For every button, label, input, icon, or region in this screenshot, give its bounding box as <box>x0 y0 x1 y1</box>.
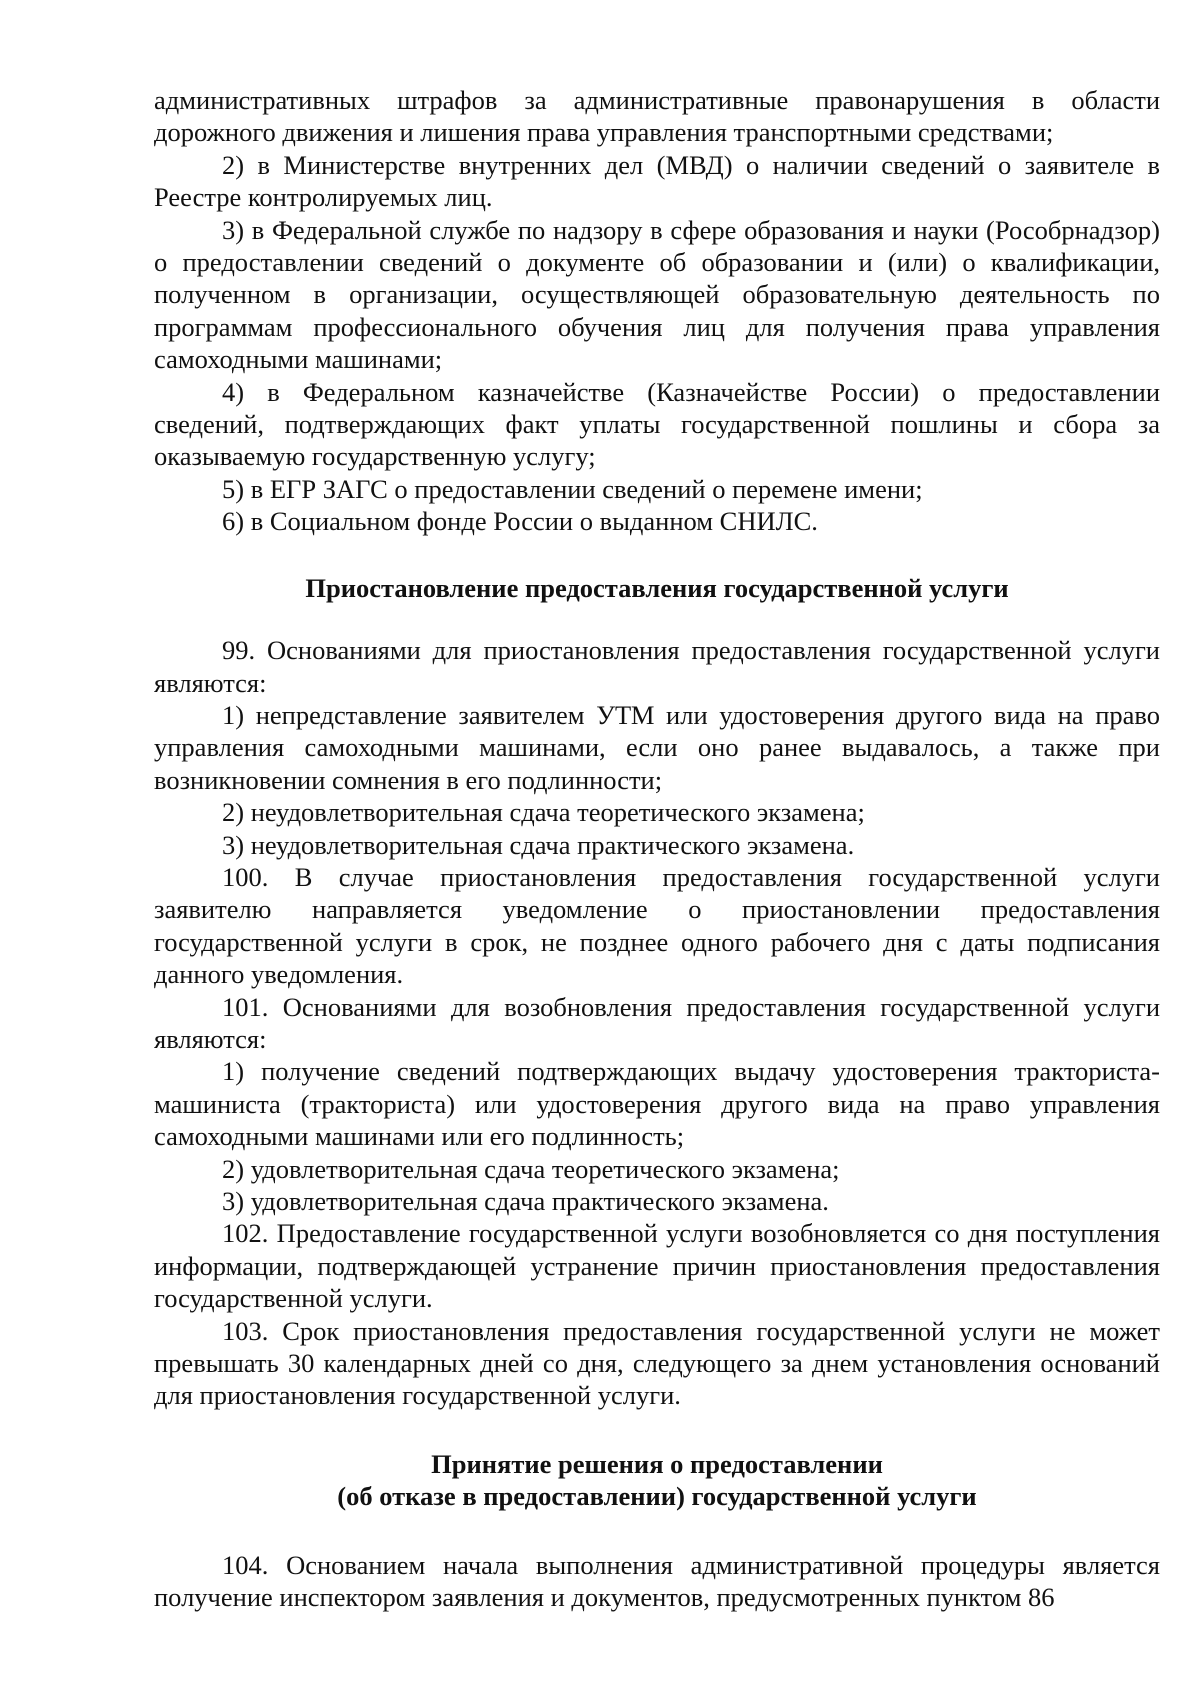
paragraph-103: 103. Срок приостановления предоставления государственной услуги не может превышать 30 календарных дней со дня, следующего за днем установления оснований для приостановления государственной услуги. <box>154 1315 1160 1411</box>
paragraph-102: 102. Предоставление государственной услуги возобновляется со дня поступления информации, подтверждающей устранение причин приостановления предоставления государственной услуги. <box>154 1218 1160 1314</box>
section-heading-decision-line-2: (об отказе в предоставлении) государственной услуги <box>337 1481 977 1512</box>
paragraph-101-item-1: 1) получение сведений подтверждающих выдачу удостоверения тракториста-машиниста (тракториста) или удостоверения другого вида на право управления самоходными машинами или его подлинность; <box>154 1056 1160 1152</box>
section-heading-decision-line-1: Принятие решения о предоставлении <box>431 1448 883 1479</box>
list-item-zags: 5) в ЕГР ЗАГС о предоставлении сведений о перемене имени; <box>222 473 923 504</box>
list-item-treasury: 4) в Федеральном казначействе (Казначействе России) о предоставлении сведений, подтверждающих факт уплаты государственной пошлины и сбора за оказываемую государственную услугу; <box>154 376 1160 472</box>
paragraph-99-item-3: 3) неудовлетворительная сдача практического экзамена. <box>222 829 855 860</box>
paragraph-99-item-1: 1) непредставление заявителем УТМ или удостоверения другого вида на право управления самоходными машинами, если оно ранее выдавалось, а также при возникновении сомнения в его подлинности; <box>154 699 1160 795</box>
paragraph-101-item-3: 3) удовлетворительная сдача практического экзамена. <box>222 1186 829 1216</box>
paragraph-104: 104. Основанием начала выполнения административной процедуры является получение инспектором заявления и документов, предусмотренных пунктом 86 <box>154 1549 1160 1613</box>
section-heading-suspension: Приостановление предоставления государственной услуги <box>305 572 1009 603</box>
document-page <box>154 84 1160 1613</box>
paragraph-continuation: административных штрафов за административные правонарушения в области дорожного движения и лишения права управления транспортными средствами; <box>154 85 1160 148</box>
paragraph-101: 101. Основаниями для возобновления предоставления государственной услуги являются: <box>154 991 1160 1054</box>
list-item-mvd: 2) в Министерстве внутренних дел (МВД) о наличии сведений о заявителе в Реестре контролируемых лиц. <box>154 149 1160 213</box>
paragraph-101-item-2: 2) удовлетворительная сдача теоретического экзамена; <box>222 1153 840 1184</box>
paragraph-99: 99. Основаниями для приостановления предоставления государственной услуги являются: <box>154 635 1160 698</box>
paragraph-100: 100. В случае приостановления предоставления государственной услуги заявителю направляется уведомление о приостановлении предоставления государственной услуги в срок, не позднее одного рабочего дня с даты подписания данного уведомления. <box>154 861 1160 990</box>
list-item-rosobrnadzor: 3) в Федеральной службе по надзору в сфере образования и науки (Рособрнадзор) о предоставлении сведений о документе об образовании и (или) о квалификации, полученном в организации, осуществляющей образовательную деятельность по программам профессионального обучения лиц для получения права управления самоходными машинами; <box>154 214 1160 375</box>
list-item-social-fund: 6) в Социальном фонде России о выданном СНИЛС. <box>222 506 818 537</box>
paragraph-99-item-2: 2) неудовлетворительная сдача теоретического экзамена; <box>222 797 865 828</box>
